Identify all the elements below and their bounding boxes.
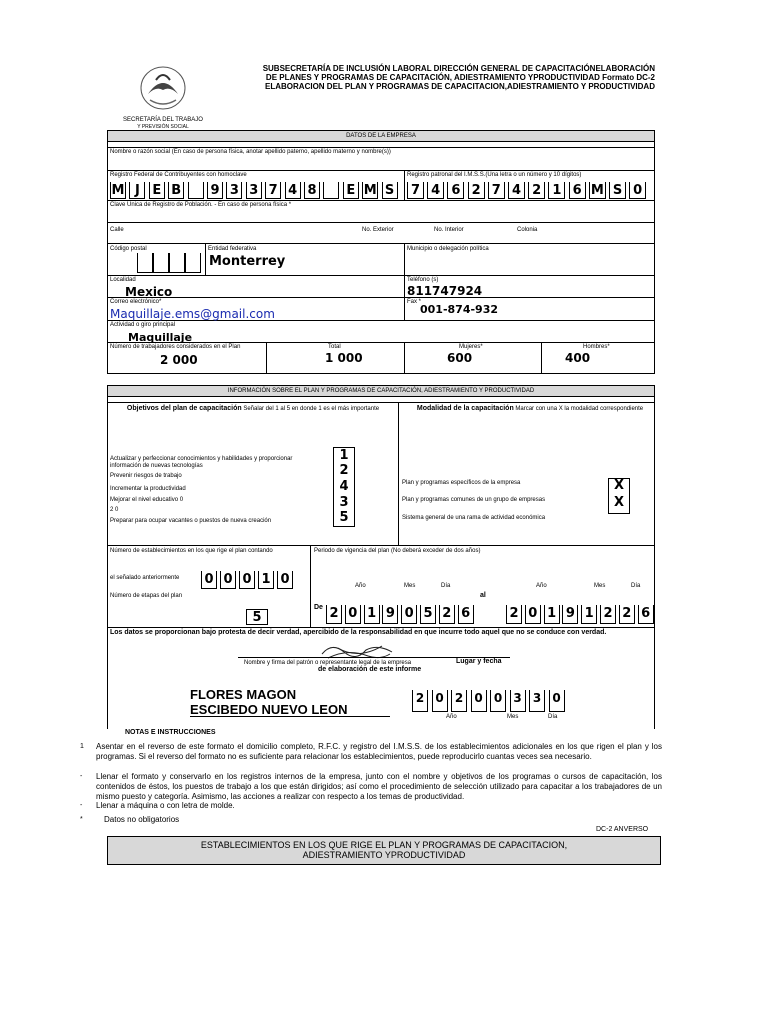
- objetivo-rank: 5: [339, 510, 349, 525]
- hasta-char: 2: [509, 606, 519, 621]
- modalidad-mark: X: [613, 495, 625, 510]
- imss-char: 2: [532, 183, 542, 198]
- mujeres-value[interactable]: 600: [447, 351, 473, 365]
- modalidad-box[interactable]: [608, 478, 630, 514]
- fecha-dia-label: Día: [548, 714, 558, 720]
- fax-label: Fax *: [407, 299, 422, 305]
- actividad-label: Actividad o giro principal: [110, 322, 176, 328]
- imss-label: Registro patronal del I.M.S.S.(Una letra o un número y 10 dígitos): [407, 172, 582, 178]
- form-code: DC-2 ANVERSO: [596, 826, 649, 833]
- correo-label: Correo electrónico*: [110, 299, 162, 305]
- razon-social-label: Nombre o razón social (En caso de persona física, anotar apellido paterno, apellido materno y nombre(s)): [110, 149, 391, 155]
- fecha-char: 2: [415, 691, 425, 705]
- plan-section-title: INFORMACIÓN SOBRE EL PLAN Y PROGRAMAS DE CAPACITACIÓN, ADIESTRAMIENTO Y PRODUCTIVIDAD: [108, 386, 654, 397]
- imss-char: 4: [511, 183, 522, 198]
- hasta-char: 9: [565, 606, 575, 621]
- objetivos-header: [113, 405, 393, 413]
- imss-char: 7: [491, 183, 501, 198]
- total-label: Total: [328, 344, 341, 350]
- lugar-label-2: de elaboración de este informe: [318, 666, 422, 673]
- modalidad-note: Marcar con una X la modalidad correspondiente: [513, 406, 644, 412]
- nota-text: Asentar en el reverso de este formato el domicilio completo, R.F.C. y registro del I.M.S.S. de los establecimientos adicionales en los que rigen el plan y los programas. Si el reverso del formato no es suficiente para relacionar los establecimientos, puede reproducirlo cuantas veces sea necesario.: [96, 742, 662, 761]
- objetivo-rank: 1: [339, 448, 349, 463]
- imss-char: S: [612, 183, 623, 198]
- firma-label: Nombre y firma del patrón o representante legal de la empresa: [244, 660, 412, 666]
- hasta-char: 1: [584, 606, 594, 621]
- logo-text-2: Y PREVISIÓN SOCIAL: [137, 124, 189, 130]
- rfc-char: E: [346, 183, 356, 198]
- calle-label: Calle: [110, 227, 124, 233]
- representante-line-2[interactable]: ESCIBEDO NUEVO LEON: [190, 702, 348, 717]
- desde-char: 5: [423, 606, 433, 621]
- vigencia-label: Periodo de vigencia del plan (No deberá exceder de dos años): [314, 548, 481, 554]
- nota-text: Llenar el formato y conservarlo en los registros internos de la empresa, junto con el nombre y objetivos de los programas o cursos de capacitación, los contenidos de éstos, los puestos de trabajo a los que están dirigidos; así como el procedimiento de selección utilizado para capacitar a los trabajadores de un mismo puesto y categoría. Asimismo, las acciones a realizar con respecto a los temas de productividad.: [96, 772, 662, 801]
- imss-char: M: [590, 183, 604, 198]
- hasta-char: 6: [641, 606, 651, 621]
- entidad-value[interactable]: Monterrey: [209, 254, 286, 269]
- establecimiento-char: 0: [204, 572, 214, 587]
- colonia-label: Colonia: [517, 227, 538, 233]
- nota-text: Llenar a máquina o con letra de molde.: [96, 801, 235, 810]
- modalidad-label: Sistema general de una rama de actividad económica: [402, 515, 546, 521]
- desde-char: 2: [329, 606, 339, 621]
- establecimiento-char: 1: [261, 572, 271, 587]
- nota-bullet: -: [80, 773, 83, 780]
- footer-title: ESTABLECIMIENTOS EN LOS QUE RIGE EL PLAN Y PROGRAMAS DE CAPACITACION, ADIESTRAMIENTO YPRODUCTIVIDAD: [200, 840, 568, 860]
- objetivo-rank: 3: [339, 495, 349, 510]
- rfc-char: M: [363, 183, 377, 198]
- title-line-3: ELABORACION DEL PLAN Y PROGRAMAS DE CAPACITACION,ADIESTRAMIENTO Y PRODUCTIVIDAD: [265, 82, 655, 91]
- notas-title: NOTAS E INSTRUCCIONES: [125, 729, 216, 736]
- establecimiento-char: 0: [242, 572, 252, 587]
- rfc-char: 8: [307, 183, 317, 198]
- curp-label: Clave Única de Registro de Población. - En caso de persona física *: [110, 202, 292, 208]
- fecha-char: 0: [435, 691, 444, 705]
- objetivo-label: Preparar para ocupar vacantes o puestos de nueva creación: [110, 518, 272, 524]
- dia-desde-label: Día: [441, 583, 451, 589]
- etapas-label: Número de etapas del plan: [110, 593, 183, 599]
- objetivo-rank: 2: [339, 463, 349, 478]
- telefono-value[interactable]: 811747924: [407, 284, 483, 298]
- objetivo-label: 2 0: [110, 507, 119, 513]
- hombres-value[interactable]: 400: [565, 351, 591, 365]
- fecha-char: 3: [532, 691, 542, 705]
- rfc-cell[interactable]: [323, 182, 339, 199]
- etapas-value: 5: [252, 610, 262, 625]
- plan-section: [107, 385, 655, 729]
- hasta-char: 1: [547, 606, 557, 621]
- municipio-label: Municipio o delegación política: [407, 246, 489, 252]
- anio-hasta-label: Año: [536, 583, 547, 589]
- entidad-label: Entidad federativa: [208, 246, 257, 252]
- nota-text: Datos no obligatorios: [104, 815, 180, 824]
- objetivo-label: Mejorar el nivel educativo 0: [110, 497, 184, 503]
- desde-char: 9: [385, 606, 395, 621]
- anio-desde-label: Año: [355, 583, 366, 589]
- modalidad-mark: X: [613, 478, 625, 493]
- desde-char: 0: [348, 606, 358, 621]
- fecha-anio-label: Año: [446, 714, 457, 720]
- establecimientos-footer: [107, 836, 661, 865]
- fecha-char: 2: [454, 691, 464, 705]
- modalidad-header: [410, 405, 650, 413]
- empresa-section-title: DATOS DE LA EMPRESA: [108, 131, 654, 142]
- nota-bullet: *: [80, 816, 83, 823]
- lugar-label: Lugar y fecha: [456, 658, 502, 665]
- rfc-char: J: [134, 183, 140, 198]
- rfc-char: 3: [229, 183, 239, 198]
- imss-char: 6: [451, 183, 461, 198]
- imss-char: 1: [552, 183, 562, 198]
- establecimiento-char: 0: [280, 572, 290, 587]
- rfc-cell[interactable]: [188, 182, 204, 199]
- trabajadores-label: Número de trabajadores considerados en el Plan: [110, 344, 241, 350]
- imss-char: 2: [471, 183, 481, 198]
- fecha-mes-label: Mes: [507, 714, 519, 720]
- desde-char: 2: [442, 606, 452, 621]
- fecha-char: 0: [552, 691, 561, 705]
- desde-char: 0: [404, 606, 414, 621]
- hasta-char: 2: [622, 606, 632, 621]
- imss-char: 0: [633, 183, 643, 198]
- protesta-text: Los datos se proporcionan bajo protesta de decir verdad, apercibido de la responsabilidad en que incurre todo aquel que no se conduce con verdad.: [110, 629, 607, 636]
- telefono-label: Teléfono (s): [407, 277, 439, 283]
- imss-char: 7: [410, 183, 421, 198]
- localidad-value[interactable]: Mexico: [125, 285, 173, 299]
- imss-char: 4: [431, 183, 441, 198]
- hasta-char: 2: [603, 606, 613, 621]
- establecimientos-label: Número de establecimientos en los que rige el plan contando: [110, 548, 273, 554]
- desde-char: 6: [461, 606, 471, 621]
- interior-label: No. Interior: [434, 227, 464, 233]
- representante-line-1[interactable]: FLORES MAGON: [190, 687, 297, 702]
- eagle-seal-icon: [118, 64, 208, 112]
- total-value[interactable]: 1 000: [325, 351, 363, 365]
- rfc-char: E: [152, 183, 162, 198]
- fecha-char: 0: [474, 691, 483, 705]
- nota-bullet: -: [80, 802, 83, 809]
- logo-text-1: SECRETARÍA DEL TRABAJO: [123, 117, 203, 123]
- title-line-1: SUBSECRETARÍA DE INCLUSIÓN LABORAL DIRECCIÓN GENERAL DE CAPACITACIÓNELABORACIÓN: [262, 64, 655, 73]
- hasta-char: 0: [528, 606, 538, 621]
- page-title: [215, 64, 655, 91]
- objetivo-label: Prevenir riesgos de trabajo: [110, 473, 182, 479]
- mes-hasta-label: Mes: [594, 583, 606, 589]
- desde-char: 1: [367, 606, 377, 621]
- rfc-label: Registro Federal de Contribuyentes con homoclave: [110, 172, 247, 178]
- government-logo: [118, 64, 208, 130]
- mes-desde-label: Mes: [404, 583, 416, 589]
- correo-value[interactable]: Maquillaje.ems@gmail.com: [110, 307, 275, 321]
- nota-bullet: 1: [80, 743, 84, 750]
- objetivos-title: Objetivos del plan de capacitación: [126, 405, 242, 412]
- rfc-char: S: [384, 183, 395, 198]
- establecimientos-sub: el señalado anteriormente: [110, 575, 180, 581]
- fax-value[interactable]: 001-874-932: [420, 303, 499, 316]
- fecha-char: 3: [513, 691, 522, 705]
- signature-icon: [318, 640, 398, 662]
- exterior-label: No. Exterior: [362, 227, 394, 233]
- actividad-value[interactable]: Maquillaje: [128, 331, 193, 344]
- trabajadores-value[interactable]: 2 000: [160, 353, 198, 367]
- imss-char: 6: [572, 183, 582, 198]
- de-label: De: [314, 604, 323, 611]
- dia-hasta-label: Día: [631, 583, 641, 589]
- objetivos-note: Señalar del 1 al 5 en donde 1 es el más importante: [241, 406, 380, 412]
- objetivo-label: Actualizar y perfeccionar conocimientos y habilidades y proporcionar información de nuevas tecnologías: [110, 456, 293, 469]
- rfc-char: 4: [288, 183, 298, 198]
- mujeres-label: Mujeres*: [459, 344, 483, 350]
- rfc-char: 3: [249, 183, 259, 198]
- modalidad-title: Modalidad de la capacitación: [416, 405, 514, 412]
- fecha-char: 0: [493, 691, 503, 705]
- hombres-label: Hombres*: [583, 344, 610, 350]
- objetivo-rank: 4: [339, 479, 349, 494]
- establecimiento-char: 0: [223, 572, 233, 587]
- rfc-char: B: [171, 183, 182, 198]
- cp-label: Código postal: [110, 246, 147, 252]
- modalidad-label: Plan y programas comunes de un grupo de empresas: [402, 497, 546, 503]
- rfc-char: 7: [268, 183, 278, 198]
- modalidad-label: Plan y programas específicos de la empresa: [402, 480, 521, 486]
- title-line-2: DE PLANES Y PROGRAMAS DE CAPACITACIÓN, ADIESTRAMIENTO YPRODUCTIVIDAD Formato DC-2: [265, 73, 655, 82]
- objetivo-label: Incrementar la productividad: [110, 486, 186, 492]
- al-label: al: [480, 592, 486, 599]
- rfc-char: M: [111, 183, 125, 198]
- localidad-label: Localidad: [110, 277, 136, 283]
- rfc-char: 9: [210, 183, 220, 198]
